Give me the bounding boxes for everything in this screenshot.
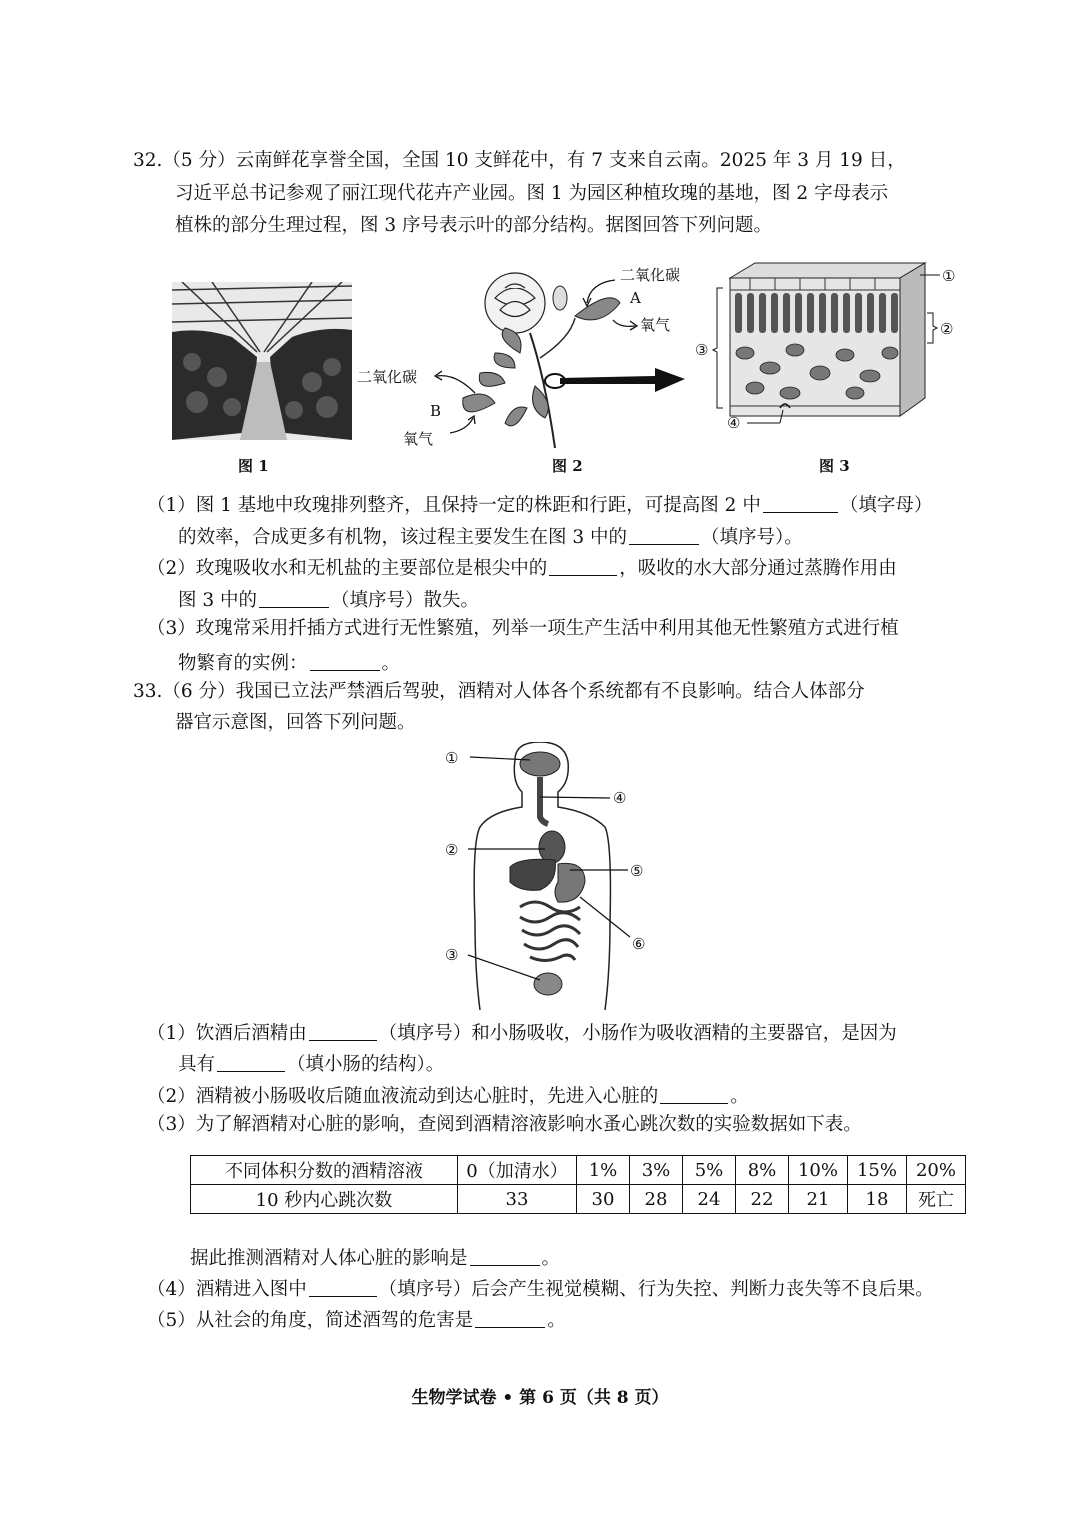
q32-sub1-text-c: 的效率，合成更多有机物，该过程主要发生在图 3 中的 (178, 527, 628, 548)
q33-sub2-line (147, 1085, 749, 1107)
table-cell: 3% (630, 1156, 683, 1185)
q33-sub1-line-2 (178, 1053, 444, 1075)
q32-sub2-text-c: 图 3 中的 (178, 590, 258, 611)
table-cell: 21 (789, 1185, 848, 1214)
human-organs-diagram (440, 742, 660, 1010)
leaf-cross-section (695, 258, 970, 438)
q33-sub1-text-b: （填序号）和小肠吸收，小肠作为吸收酒精的主要器官，是因为 (378, 1023, 897, 1044)
table-cell: 28 (630, 1185, 683, 1214)
q33-sub5-line (147, 1309, 566, 1331)
q33-sub2-text-b: 。 (730, 1086, 749, 1107)
organ-label-5: ⑤ (630, 862, 644, 880)
q32-sub2-blank-2[interactable] (259, 589, 329, 608)
table-cell: 死亡 (907, 1185, 966, 1214)
q33-infer-text-a: 据此推测酒精对人体心脏的影响是 (190, 1248, 468, 1269)
q33-sub4-blank[interactable] (309, 1278, 377, 1297)
table-cell: 30 (577, 1185, 630, 1214)
q32-sub1-blank-1[interactable] (763, 494, 838, 513)
table-cell: 1% (577, 1156, 630, 1185)
table-cell: 5% (683, 1156, 736, 1185)
q33-sub1-text-d: （填小肠的结构）。 (287, 1054, 445, 1075)
table-cell: 20% (907, 1156, 966, 1185)
q32-sub3-text-c: 。 (381, 653, 401, 674)
q32-sub1-text-d: （填序号）。 (701, 527, 803, 548)
q33-intro-line-1: 33.（6 分）我国已立法严禁酒后驾驶，酒精对人体各个系统都有不良影响。结合人体部分 (133, 681, 865, 702)
table-row (191, 1185, 966, 1214)
q33-sub1-text-c: 具有 (178, 1054, 216, 1075)
organ-label-2: ② (445, 841, 459, 859)
q32-sub3-blank[interactable] (310, 652, 380, 671)
q33-sub1-text-a: （1）饮酒后酒精由 (147, 1023, 307, 1044)
q32-sub1-blank-2[interactable] (629, 526, 699, 545)
q33-sub1-blank-2[interactable] (217, 1053, 285, 1072)
table-cell: 15% (848, 1156, 907, 1185)
page-footer: 生物学试卷 • 第 6 页（共 8 页） (411, 1388, 669, 1408)
o2-top-label: 氧气 (640, 316, 671, 334)
table-row (191, 1156, 966, 1185)
table-header-concentration: 不同体积分数的酒精溶液 (191, 1156, 458, 1185)
organ-label-4: ④ (613, 789, 627, 807)
q32-sub2-text-d: （填序号）散失。 (331, 590, 480, 611)
table-cell: 8% (736, 1156, 789, 1185)
q32-sub1-line-1 (147, 494, 932, 516)
q32-intro-line-2: 习近平总书记参观了丽江现代花卉产业园。图 1 为园区种植玫瑰的基地，图 2 字母表示 (175, 183, 889, 204)
q33-infer-blank[interactable] (470, 1247, 540, 1266)
organ-label-6: ⑥ (632, 935, 646, 953)
q33-sub1-blank-1[interactable] (309, 1022, 377, 1041)
q32-sub2-line-2 (178, 589, 479, 611)
greenhouse-photo (172, 282, 352, 440)
table-cell: 22 (736, 1185, 789, 1214)
process-a-label: A (630, 289, 641, 307)
o2-bottom-label: 氧气 (403, 430, 434, 448)
rose-plant-diagram (355, 258, 695, 453)
q33-sub5-blank[interactable] (475, 1309, 545, 1328)
co2-left-label: 二氧化碳 (357, 368, 418, 386)
q32-intro-line-3: 植株的部分生理过程，图 3 序号表示叶的部分结构。据图回答下列问题。 (175, 215, 773, 236)
leaf-label-4: ④ (727, 414, 741, 432)
q32-sub3-line-1: （3）玫瑰常采用扦插方式进行无性繁殖，列举一项生产生活中利用其他无性繁殖方式进行植 (147, 618, 899, 639)
q33-sub2-blank[interactable] (660, 1085, 728, 1104)
q33-inference-line (190, 1247, 560, 1269)
leaf-label-1: ① (942, 267, 956, 285)
fig2-caption: 图 2 (552, 457, 583, 475)
q33-sub2-text-a: （2）酒精被小肠吸收后随血液流动到达心脏时，先进入心脏的 (147, 1086, 659, 1107)
table-cell: 33 (458, 1185, 577, 1214)
q33-sub5-text-a: （5）从社会的角度，简述酒驾的危害是 (147, 1310, 474, 1331)
q32-sub1-text-a: （1）图 1 基地中玫瑰排列整齐，且保持一定的株距和行距，可提高图 2 中 (147, 495, 761, 516)
q32-sub3-line-2 (178, 652, 400, 674)
fig1-caption: 图 1 (238, 457, 269, 475)
co2-top-label: 二氧化碳 (620, 266, 681, 284)
q32-sub2-text-a: （2）玫瑰吸收水和无机盐的主要部位是根尖中的 (147, 558, 548, 579)
alcohol-heartbeat-table (190, 1155, 966, 1214)
fig3-caption: 图 3 (819, 457, 850, 475)
q33-intro-line-2: 器官示意图，回答下列问题。 (175, 712, 416, 733)
q33-sub3-line: （3）为了解酒精对心脏的影响，查阅到酒精溶液影响水蚤心跳次数的实验数据如下表。 (147, 1114, 862, 1135)
q33-sub1-line-1 (147, 1022, 897, 1044)
table-cell: 10% (789, 1156, 848, 1185)
q33-infer-text-b: 。 (541, 1248, 561, 1269)
q32-intro-line-1: 32.（5 分）云南鲜花享誉全国，全国 10 支鲜花中，有 7 支来自云南。2025 年 3 月 19 日， (133, 150, 906, 171)
leaf-label-3: ③ (695, 341, 709, 359)
table-cell: 0（加清水） (458, 1156, 577, 1185)
q33-sub4-text-a: （4）酒精进入图中 (147, 1279, 307, 1300)
table-cell: 24 (683, 1185, 736, 1214)
organ-label-3: ③ (445, 946, 459, 964)
q32-sub2-text-b: ，吸收的水大部分通过蒸腾作用由 (619, 558, 897, 579)
q32-sub2-line-1 (147, 557, 897, 579)
leaf-label-2: ② (940, 320, 954, 338)
q32-sub2-blank-1[interactable] (549, 557, 617, 576)
q33-sub4-line (147, 1278, 934, 1300)
process-b-label: B (430, 402, 442, 420)
table-header-heartbeats: 10 秒内心跳次数 (191, 1185, 458, 1214)
q33-sub4-text-b: （填序号）后会产生视觉模糊、行为失控、判断力丧失等不良后果。 (378, 1279, 934, 1300)
table-cell: 18 (848, 1185, 907, 1214)
q33-sub5-text-b: 。 (547, 1310, 566, 1331)
organ-label-1: ① (445, 749, 459, 767)
q32-sub3-text-b: 物繁育的实例： (178, 653, 308, 674)
q32-sub1-line-2 (178, 526, 803, 548)
q32-sub1-text-b: （填字母） (839, 495, 933, 516)
